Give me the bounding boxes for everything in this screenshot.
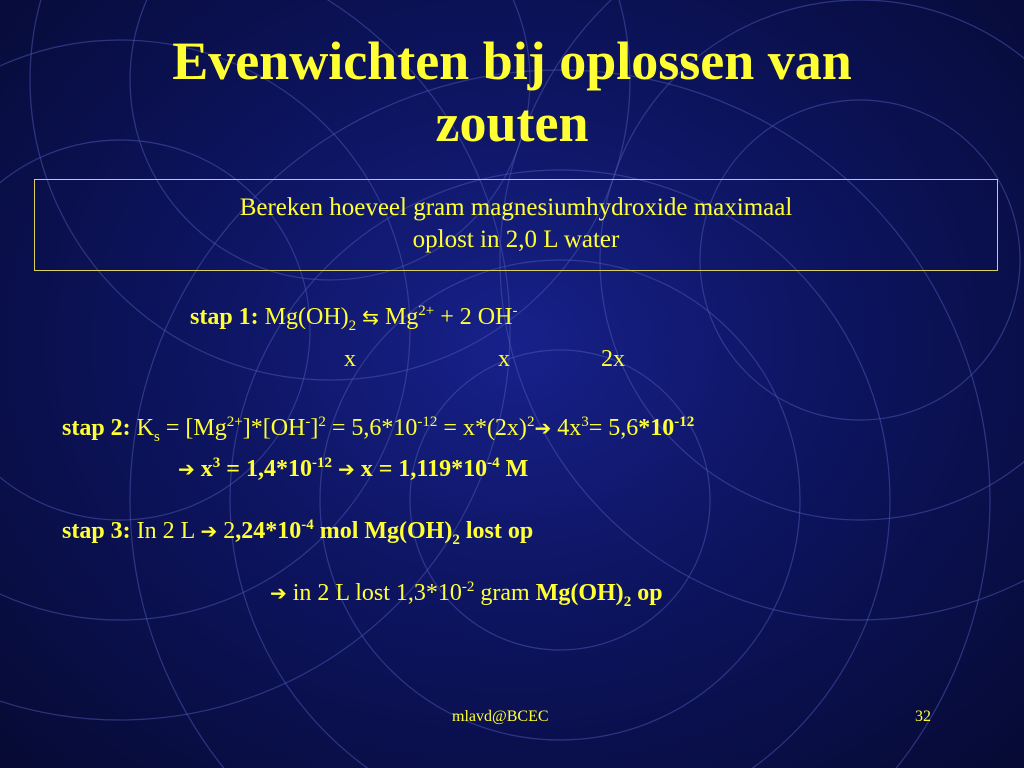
step3-result-b: gram	[480, 580, 530, 606]
step2-part-f: 4x	[557, 415, 582, 441]
step2-result-c: x = 1,119*10	[360, 456, 488, 482]
step2-equation	[62, 414, 695, 445]
step2-result-a: x	[200, 456, 213, 482]
step1-oh: + 2 OH	[440, 304, 513, 330]
step3-result-sup: -2	[461, 579, 475, 595]
right-arrow-icon: ➔	[178, 457, 195, 481]
equilibrium-arrow-icon: ⇆	[362, 305, 379, 329]
page-number: 32	[915, 708, 931, 725]
question-line-2: oplost in 2,0 L water	[412, 226, 620, 253]
step2-part-a: = [Mg	[165, 415, 227, 441]
step2-part-d: = 5,6*10	[331, 415, 418, 441]
step2-sup-a: 2+	[226, 414, 243, 430]
step2-part-h: *10	[638, 415, 675, 441]
step2-part-g: = 5,6	[588, 415, 639, 441]
step2-part-c: ]	[310, 415, 319, 441]
step1-mg: Mg	[384, 304, 419, 330]
step2-ks-sub: s	[154, 428, 160, 445]
step2-sup-d: -12	[417, 414, 438, 430]
step3-label: stap 3:	[62, 518, 131, 544]
step2-result-d: M	[505, 456, 529, 482]
step3-result	[270, 579, 663, 610]
step3-result-c: Mg(OH)	[535, 580, 624, 606]
step3-result-d: op	[637, 580, 663, 606]
step1-equation	[190, 303, 518, 334]
right-arrow-icon: ➔	[534, 416, 552, 440]
step2-sup-h: -12	[674, 414, 695, 430]
step2-result	[178, 456, 528, 483]
step2-ks: K	[136, 415, 155, 441]
question-box	[34, 179, 998, 271]
step1-reactant: Mg(OH)	[264, 304, 349, 330]
step3-part-a: In 2 L	[136, 518, 195, 544]
step2-result-sup-c: -4	[487, 455, 500, 471]
step1-oh-charge: -	[512, 303, 518, 319]
step3-result-sub: 2	[623, 593, 632, 610]
step3-equation	[62, 517, 534, 548]
step3-part-e: lost op	[465, 518, 534, 544]
step2-result-sup-a: 3	[212, 455, 221, 471]
footer-author: mlavd@BCEC	[452, 708, 549, 725]
step1-x3: 2x	[601, 346, 625, 372]
step3-sup-c: -4	[301, 517, 314, 533]
right-arrow-icon: ➔	[270, 581, 287, 605]
step2-sup-c: 2	[318, 414, 326, 430]
step2-result-sup-b: -12	[311, 455, 332, 471]
step1-x2: x	[498, 346, 510, 372]
step3-part-d: mol Mg(OH)	[319, 518, 453, 544]
step2-result-b: = 1,4*10	[226, 456, 312, 482]
step2-part-e: = x*(2x)	[443, 415, 527, 441]
slide-title	[40, 30, 984, 154]
title-line-1: Evenwichten bij oplossen van	[172, 31, 852, 91]
step2-sup-e: 2	[526, 414, 535, 430]
step1-x1: x	[344, 346, 356, 372]
right-arrow-icon: ➔	[337, 457, 355, 481]
step3-sub-d: 2	[452, 531, 460, 548]
step3-part-b: 2	[223, 518, 236, 544]
step2-part-b: ]*[OH	[242, 415, 306, 441]
step3-part-c: ,24*10	[235, 518, 302, 544]
step3-result-a: in 2 L lost 1,3*10	[292, 580, 462, 606]
step2-sup-f: 3	[581, 414, 589, 430]
title-line-2: zouten	[435, 93, 589, 153]
step1-mg-charge: 2+	[418, 303, 435, 319]
step2-sup-b: -	[305, 414, 311, 430]
step2-label: stap 2:	[62, 415, 131, 441]
step1-label: stap 1:	[190, 304, 259, 330]
step1-reactant-subscript: 2	[348, 317, 357, 334]
right-arrow-icon: ➔	[200, 519, 218, 543]
question-line-1: Bereken hoeveel gram magnesiumhydroxide maximaal	[239, 194, 793, 221]
